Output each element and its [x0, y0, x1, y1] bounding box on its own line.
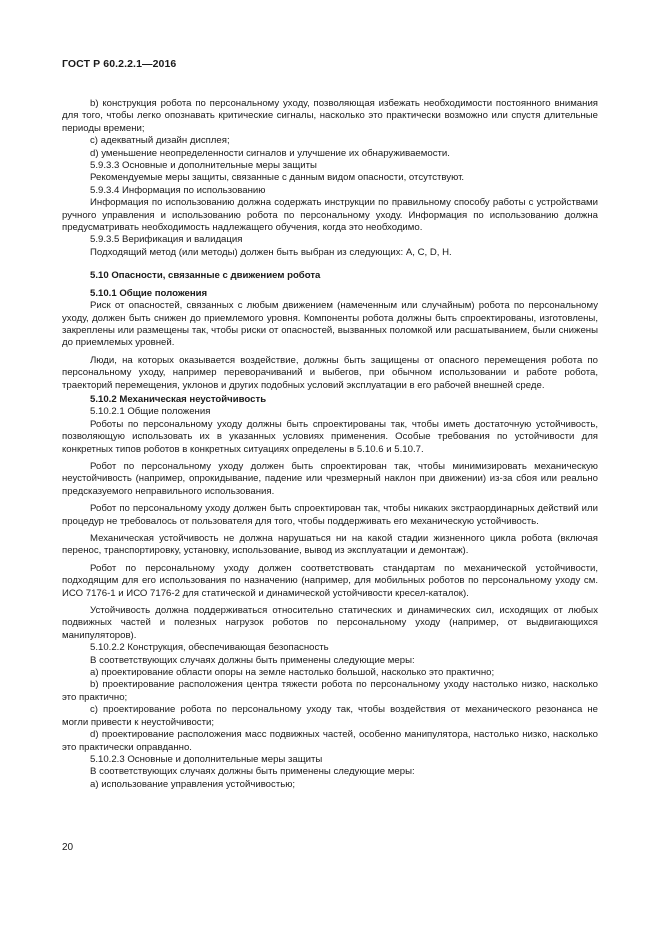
clause-5-9-3-3-text: Рекомендуемые меры защиты, связанные с данным видом опасности, отсутствуют. [90, 172, 465, 184]
clause-5-10-2-2-intro: В соответствующих случаях должны быть применены следующие меры: [90, 654, 415, 666]
item-c-display: c) адекватный дизайн дисплея; [90, 135, 230, 147]
item-d-signals: d) уменьшение неопределенности сигналов и улучшение их обнаруживаемости. [90, 147, 450, 159]
document-header: ГОСТ Р 60.2.2.1—2016 [62, 58, 177, 70]
clause-5-10-2-heading: 5.10.2 Механическая неустойчивость [90, 393, 267, 405]
document-body [62, 98, 598, 791]
clause-5-10-2-1-para-1: Роботы по персональному уходу должны быть спроектированы так, чтобы иметь достаточную устойчивость, позволяющую использовать их в указанных условиях применения. Особые требования по устойчивости для конкретных типов роботов в конкретных ситуациях определены в 5.10.6 и 5.10.7. [62, 418, 598, 455]
clause-5-10-2-3-intro: В соответствующих случаях должны быть применены следующие меры: [90, 766, 415, 778]
section-5-10-heading: 5.10 Опасности, связанные с движением робота [90, 270, 321, 282]
clause-5-9-3-5-title: 5.9.3.5 Верификация и валидация [90, 234, 243, 246]
clause-5-10-2-3-title: 5.10.2.3 Основные и дополнительные меры защиты [90, 753, 323, 765]
clause-5-10-2-3-item-a: а) использование управления устойчивостью; [90, 778, 296, 790]
clause-5-10-2-1-para-3: Робот по персональному уходу должен быть спроектирован так, чтобы никаких экстраординарных действий или процедур не требовалось от пользователя для того, чтобы поддерживать его механическую устойчивость. [62, 503, 598, 527]
clause-5-9-3-4-text: Информация по использованию должна содержать инструкции по правильному способу работы с устройствами ручного управления и использованию робота по персональному уходу. Информация по использованию должна предусматривать необходимость надлежащего обучения, когда это необходимо. [62, 197, 598, 234]
page-number: 20 [62, 842, 74, 853]
clause-5-10-2-2-item-c: c) проектирование робота по персональному уходу так, чтобы воздействия от механического резонанса не могли привести к неустойчивости; [62, 704, 598, 728]
clause-5-10-1-para-1: Риск от опасностей, связанных с любым движением (намеченным или случайным) робота по персональному уходу, должен быть снижен до приемлемого уровня. Компоненты робота должны быть спроектированы, изготовлены, закреплены или размещены так, чтобы риски от опасностей, вызванных поломкой или расшатыванием, были снижены до приемлемых уровней. [62, 300, 598, 349]
clause-5-10-2-2-title: 5.10.2.2 Конструкция, обеспечивающая безопасность [90, 642, 329, 654]
item-b-design: b) конструкция робота по персональному уходу, позволяющая избежать необходимости постоянного внимания для того, чтобы легко опознавать критические сигналы, насколько это практически возможно или спустя длительные периоды времени; [62, 98, 598, 134]
clause-5-10-2-1-para-4: Механическая устойчивость не должна нарушаться ни на какой стадии жизненного цикла робота (включая перенос, транспортировку, установку, использование, вывод из эксплуатации и демонтаж). [62, 533, 598, 557]
clause-5-10-2-1-para-2: Робот по персональному уходу должен быть спроектирован так, чтобы минимизировать механическую неустойчивость (например, опрокидывание, падение или чрезмерный наклон при движении) из-за сбоя или реально предсказуемого неправильного использования. [62, 460, 598, 497]
clause-5-10-2-1-title: 5.10.2.1 Общие положения [90, 406, 211, 418]
clause-5-10-2-2-item-d: d) проектирование расположения масс подвижных частей, особенно манипулятора, настолько низко, насколько это практически оправданно. [62, 729, 598, 753]
clause-5-9-3-5-text: Подходящий метод (или методы) должен быть выбран из следующих: A, C, D, H. [90, 246, 452, 258]
clause-5-9-3-3-title: 5.9.3.3 Основные и дополнительные меры защиты [90, 160, 317, 172]
clause-5-10-2-1-para-5: Робот по персональному уходу должен соответствовать стандартам по механической устойчивости, подходящим для его использования по назначению (например, для мобильных роботов по персональному уходу см. ИСО 7176-1 и ИСО 7176-2 для статической и динамической устойчивости кресел-каталок). [62, 562, 598, 599]
clause-5-10-1-heading: 5.10.1 Общие положения [90, 287, 208, 299]
clause-5-10-1-para-2: Люди, на которых оказывается воздействие, должны быть защищены от опасного перемещения робота по персональному уходу, например переворачиваний и выбегов, при обычном использовании и работе робота, траекторий перемещения, уклонов и других подобных условий эксплуатации в его рабочей внешней среде. [62, 354, 598, 391]
clause-5-10-2-1-para-6: Устойчивость должна поддерживаться относительно статических и динамических сил, исходящих от любых подвижных частей и полезных нагрузок роботов по персональному уходу (например, от выдвигающихся манипуляторов). [62, 605, 598, 641]
clause-5-9-3-4-title: 5.9.3.4 Информация по использованию [90, 184, 266, 196]
clause-5-10-2-2-item-a: a) проектирование области опоры на земле настолько большой, насколько это практично; [90, 667, 495, 679]
clause-5-10-2-2-item-b: b) проектирование расположения центра тяжести робота по персональному уходу настолько низко, насколько это практично; [62, 679, 598, 703]
